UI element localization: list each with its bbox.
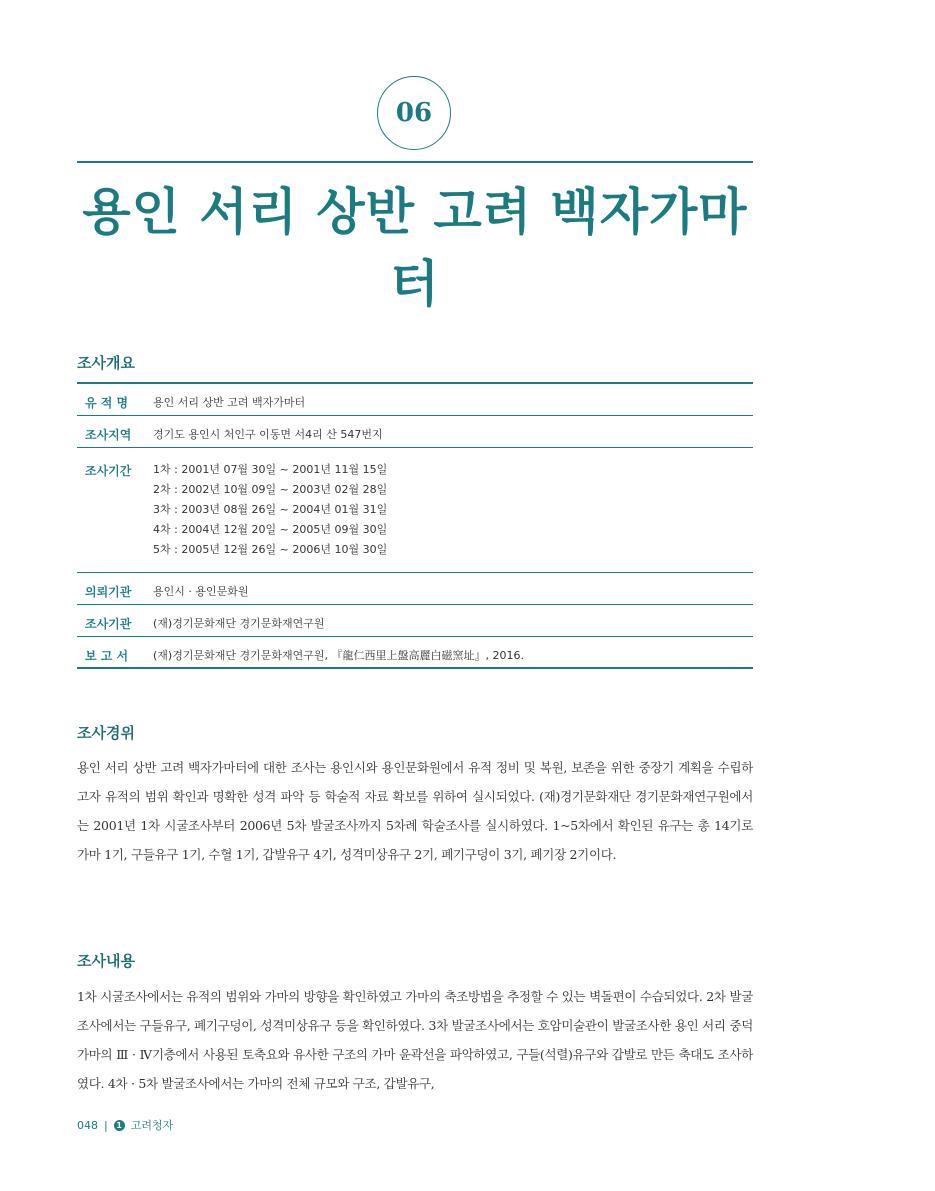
row-value: 용인 서리 상반 고려 백자가마터 xyxy=(153,396,306,409)
page-title: 용인 서리 상반 고려 백자가마터 xyxy=(82,182,748,313)
row-label: 유 적 명 xyxy=(85,396,129,410)
footer-section-name: 고려청자 xyxy=(130,1119,174,1132)
period-line: 5차 : 2005년 12월 26일 ~ 2006년 10월 30일 xyxy=(153,542,388,556)
row-value: (재)경기문화재단 경기문화재연구원 xyxy=(153,616,325,630)
chapter-number-badge: 06 xyxy=(377,76,451,150)
period-line: 4차 : 2004년 12월 20일 ~ 2005년 09월 30일 xyxy=(153,522,388,536)
period-line: 3차 : 2003년 08월 26일 ~ 2004년 01월 31일 xyxy=(153,502,388,516)
row-label: 조사기간 xyxy=(85,463,132,478)
page-footer xyxy=(77,1117,173,1133)
row-label: 조사지역 xyxy=(85,427,132,442)
table-row xyxy=(77,604,753,636)
row-label: 의뢰기관 xyxy=(85,584,132,599)
row-value xyxy=(147,447,753,572)
table-row xyxy=(77,415,753,447)
period-line: 2차 : 2002년 10월 09일 ~ 2003년 02월 28일 xyxy=(153,482,388,496)
row-label: 보 고 서 xyxy=(85,648,129,663)
row-value: (재)경기문화재단 경기문화재연구원, 『龍仁西里上盤高麗白磁窯址』, 2016. xyxy=(153,648,524,662)
title-divider xyxy=(77,161,753,163)
overview-heading: 조사개요 xyxy=(77,354,135,372)
table-row xyxy=(77,383,753,415)
content-heading: 조사내용 xyxy=(77,952,135,970)
table-row xyxy=(77,636,753,668)
background-paragraph: 용인 서리 상반 고려 백자가마터에 대한 조사는 용인시와 용인문화원에서 유적 정비 및 복원, 보존을 위한 중장기 계획을 수립하고자 유적의 범위 확인과 명확한 성격 파악 등 학술적 자료 확보를 위하여 실시되었다. (재)경기문화재단 경기문화재연구원에서는 2001년 1차 시굴조사부터 2006년 5차 발굴조사까지 5차례 학술조사를 실시하였다. 1~5차에서 확인된 유구는 총 14기로 가마 1기, 구들유구 1기, 수혈 1기, 갑발유구 4기, 성격미상유구 2기, 폐기구덩이 3기, 폐기장 2기이다. xyxy=(77,760,753,862)
row-value: 용인시 · 용인문화원 xyxy=(153,584,249,598)
row-label: 조사기관 xyxy=(85,616,132,631)
table-row xyxy=(77,572,753,604)
footer-separator: | xyxy=(104,1118,108,1132)
background-heading: 조사경위 xyxy=(77,724,135,742)
content-paragraph: 1차 시굴조사에서는 유적의 범위와 가마의 방향을 확인하였고 가마의 축조방법을 추정할 수 있는 벽돌편이 수습되었다. 2차 발굴조사에서는 구들유구, 폐기구덩이, 성격미상유구 등을 확인하였다. 3차 발굴조사에서는 호암미술관이 발굴조사한 용인 서리 중덕 가마의 Ⅲ · Ⅳ기층에서 사용된 토축요와 유사한 구조의 가마 윤곽선을 파악하였고, 구들(석렬)유구와 갑발로 만든 축대도 조사하였다. 4차 · 5차 발굴조사에서는 가마의 전체 규모와 구조, 갑발유구, xyxy=(77,989,753,1091)
page-number: 048 xyxy=(77,1118,98,1132)
table-row xyxy=(77,447,753,572)
period-line: 1차 : 2001년 07월 30일 ~ 2001년 11월 15일 xyxy=(153,462,388,476)
overview-table xyxy=(77,382,753,669)
section-number-icon: 1 xyxy=(114,1120,125,1131)
row-value: 경기도 용인시 처인구 이동면 서4리 산 547번지 xyxy=(153,427,383,441)
